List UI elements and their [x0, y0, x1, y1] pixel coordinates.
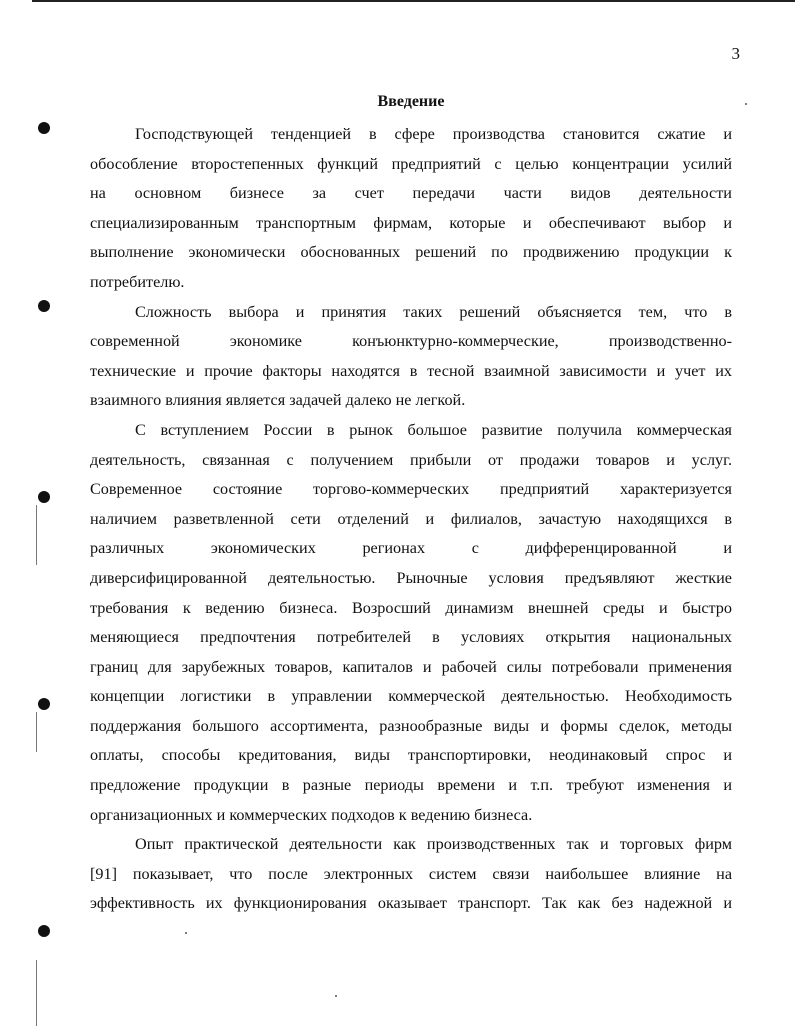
word: части [503, 184, 542, 203]
paragraph-3 [90, 416, 732, 830]
text-line: [91] показывает, что после электронных систем связи наибольшее влияние на [90, 864, 732, 883]
scan-speck-1 [745, 103, 747, 105]
word: конъюнктурно-коммерческие, [352, 332, 559, 351]
paragraph-1 [90, 120, 732, 298]
punch-hole-1 [38, 122, 50, 134]
word: с [471, 539, 479, 558]
paragraph-2 [90, 298, 732, 416]
word: экономических [210, 539, 316, 558]
text-line: оплаты, способы кредитования, виды транспортировки, неодинаковый спрос и [90, 746, 732, 765]
text-line: поддержания большого ассортимента, разнообразные виды и формы сделок, методы [90, 716, 732, 735]
text-line: специализированным транспортным фирмам, которые и обеспечивают выбор и [90, 213, 732, 232]
text-line [90, 327, 732, 357]
text-line: концепции логистики в управлении коммерческой деятельностью. Необходимость [90, 687, 732, 706]
text-line: деятельность, связанная с получением прибыли от продажи товаров и услуг. [90, 450, 732, 469]
text-line: потребителю. [90, 272, 185, 291]
text-line: Современное состояние торгово-коммерческих предприятий характеризуется [90, 480, 732, 499]
punch-hole-4 [38, 698, 50, 710]
page-heading: Введение [377, 93, 445, 110]
punch-hole-5 [38, 925, 50, 937]
text-line: границ для зарубежных товаров, капиталов и рабочей силы потребовали применения [90, 657, 732, 676]
text-line: эффективность их функционирования оказывает транспорт. Так как без надежной и [90, 894, 732, 913]
text-line: выполнение экономически обоснованных решений по продвижению продукции к [90, 243, 732, 262]
text-line: технические и прочие факторы находятся в тесной взаимной зависимости и учет их [90, 361, 732, 380]
top-scan-border [32, 0, 795, 2]
text-line: наличием разветвленной сети отделений и филиалов, зачастую находящихся в [90, 509, 732, 528]
text-line: обособление второстепенных функций предприятий с целью концентрации усилий [90, 154, 732, 173]
word: современной [90, 332, 180, 351]
text-line [90, 534, 732, 564]
word: дифференцированной [525, 539, 677, 558]
word: бизнесе [229, 184, 284, 203]
margin-scan-line-1 [36, 505, 37, 565]
text-line: организационных и коммерческих подходов к ведению бизнеса. [90, 805, 533, 824]
text-line: предложение продукции в разные периоды времени и т.п. требуют изменения и [90, 776, 732, 795]
word: деятельности [639, 184, 732, 203]
page-number: 3 [731, 44, 740, 63]
margin-scan-line-3 [36, 960, 37, 1026]
text-line: Опыт практической деятельности как производственных так и торговых фирм [135, 835, 732, 854]
text-line: диверсифицированной деятельностью. Рыночные условия предъявляют жесткие [90, 568, 732, 587]
word: производственно- [608, 332, 732, 351]
word: основном [134, 184, 202, 203]
text-line: Сложность выбора и принятия таких решений объясняется тем, что в [135, 302, 732, 321]
punch-hole-3 [38, 491, 50, 503]
word: регионах [362, 539, 426, 558]
scan-speck-3 [335, 995, 337, 997]
text-line: С вступлением России в рынок большое развитие получила коммерческая [135, 420, 732, 439]
text-line: требования к ведению бизнеса. Возросший динамизм внешней среды и быстро [90, 598, 732, 617]
word: передачи [412, 184, 476, 203]
word: видов [570, 184, 611, 203]
word: за [312, 184, 327, 203]
text-line: взаимного влияния является задачей далеко не легкой. [90, 391, 466, 410]
word: на [90, 184, 106, 203]
punch-hole-2 [38, 300, 50, 312]
scan-speck-2 [185, 932, 187, 934]
text-line: Господствующей тенденцией в сфере производства становится сжатие и [135, 125, 732, 143]
margin-scan-line-2 [36, 712, 37, 752]
word: счет [354, 184, 384, 203]
text-line [90, 179, 732, 209]
word: экономике [229, 332, 302, 351]
document-body [90, 120, 732, 919]
text-line: меняющиеся предпочтения потребителей в условиях открытия национальных [90, 628, 732, 647]
paragraph-4 [90, 830, 732, 919]
word: и [723, 539, 732, 558]
word: различных [90, 539, 165, 558]
